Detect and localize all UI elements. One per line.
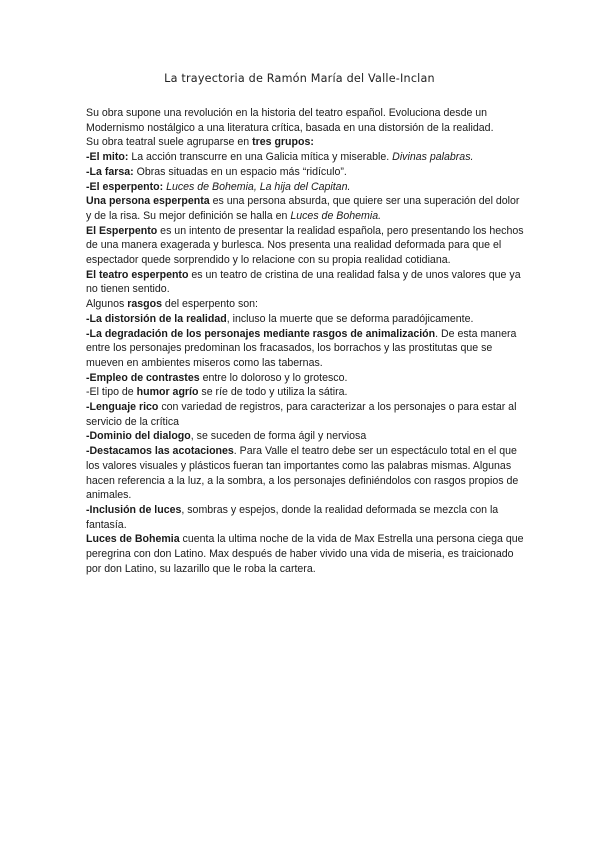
rasgos-intro: Algunos rasgos del esperpento son: <box>86 298 258 311</box>
persona-esperpenta-paragraph: Una persona esperpenta es una persona absurda, que quiere ser una superación del dolor y de la risa. Su mejor definición se halla en Luces de Bohemia. <box>86 195 520 222</box>
groups-intro-bold: tres grupos: <box>252 136 314 149</box>
rasgo-contrastes: -Empleo de contrastes entre lo doloroso y lo grotesco. <box>86 371 348 384</box>
rasgo-humor: -El tipo de humor agrío se ríe de todo y utiliza la sátira. <box>86 386 348 399</box>
group-mito: -El mito: La acción transcurre en una Galicia mítica y miserable. Divinas palabras. <box>86 151 474 164</box>
rasgo-lenguaje: -Lenguaje rico con variedad de registros, para caracterizar a los personajes o para estar al servicio de la crítica <box>86 401 517 428</box>
groups-intro: Su obra teatral suele agruparse en tres grupos: <box>86 136 314 149</box>
group-esperpento: -El esperpento: Luces de Bohemia, La hija del Capitan. <box>86 180 351 193</box>
group-farsa: -La farsa: Obras situadas en un espacio más “ridículo”. <box>86 165 347 178</box>
document-body <box>86 106 526 577</box>
rasgo-luces: -Inclusión de luces, sombras y espejos, donde la realidad deformada se mezcla con la fantasía. <box>86 503 499 531</box>
rasgo-degradacion: -La degradación de los personajes mediante rasgos de animalización. De esta manera entre los personajes predominan los fracasados, los borrachos y las prostitutas que se mueven en ambientes miseros como las tabernas. <box>86 327 517 369</box>
rasgo-dialogo: -Dominio del dialogo, se suceden de forma ágil y nerviosa <box>86 430 367 443</box>
intro-paragraph: Su obra supone una revolución en la historia del teatro español. Evoluciona desde un Modernismo nostálgico a una literatura crítica, basada en una distorsión de la realidad. <box>86 107 494 134</box>
definition-esperpento: El Esperpento es un intento de presentar la realidad española, pero presentando los hechos de una manera exagerada y burlesca. Nos presenta una realidad deformada para que el espectador quede sorprendido y lo relacione con su propia realidad cotidiana. <box>86 224 524 267</box>
rasgo-distorsion: -La distorsión de la realidad, incluso la muerte que se deforma paradójicamente. <box>86 312 474 325</box>
definition-teatro-esperpento: El teatro esperpento es un teatro de cristina de una realidad falsa y de unos valores que ya no tienen sentido. <box>86 268 521 296</box>
luces-de-bohemia-summary: Luces de Bohemia cuenta la ultima noche de la vida de Max Estrella una persona ciega que peregrina con don Latino. Max después de haber vivido una vida de miseria, es traicionado por don Latino, su lazarillo que le roba la cartera. <box>86 533 524 575</box>
rasgo-acotaciones: -Destacamos las acotaciones. Para Valle el teatro debe ser un espectáculo total en el que los valores visuales y plásticos fueran tan importantes como las palabras mismas. Algunas hacen referencia a la luz, a la sombra, a los personajes definiéndolos con rasgos propios de animales. <box>86 445 519 502</box>
document-title: La trayectoria de Ramón María del Valle-Inclan <box>164 72 435 85</box>
